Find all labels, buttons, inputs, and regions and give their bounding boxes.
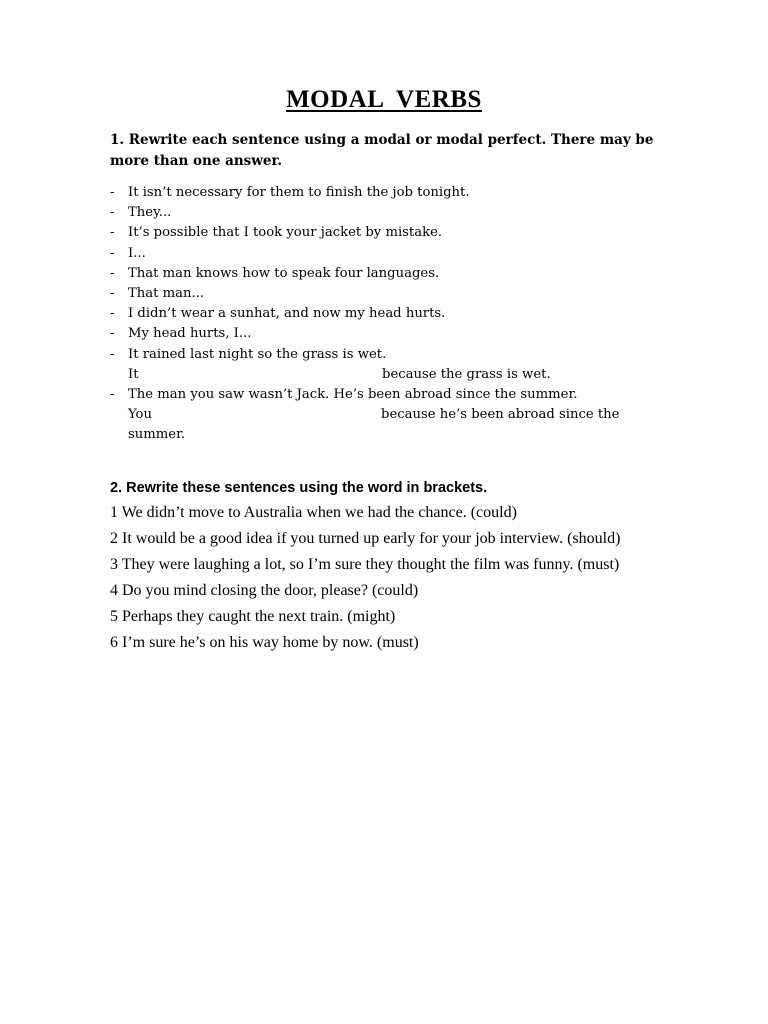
gap-line <box>110 405 670 445</box>
page-title-text: MODAL VERBS <box>286 86 482 113</box>
section1-list <box>110 183 670 446</box>
list-item: 6 I’m sure he’s on his way home by now. (must) <box>110 634 419 651</box>
list-item: - That man knows how to speak four languages. <box>110 264 670 284</box>
list-item: - It’s possible that I took your jacket by mistake. <box>110 223 670 243</box>
list-item: - They... <box>110 203 670 223</box>
section2-heading: 2. Rewrite these sentences using the word in brackets. <box>110 480 488 496</box>
list-item: 2 It would be a good idea if you turned up early for your job interview. (should) <box>110 530 621 547</box>
gap-line-start: You <box>128 407 152 423</box>
gap-line <box>110 365 670 385</box>
list-item: 5 Perhaps they caught the next train. (might) <box>110 608 396 625</box>
gap-line-start: It <box>128 366 139 382</box>
list-item: - It isn’t necessary for them to finish the job tonight. <box>110 183 670 203</box>
section1-heading: 1. Rewrite each sentence using a modal or modal perfect. There may be more than one answer. <box>110 132 654 169</box>
list-item: 1 We didn’t move to Australia when we had the chance. (could) <box>110 504 517 521</box>
list-item: - I... <box>110 244 670 264</box>
list-item: - That man... <box>110 284 670 304</box>
gap-line-continuation: summer. <box>128 427 186 443</box>
list-item: 4 Do you mind closing the door, please? (could) <box>110 582 419 599</box>
page-title <box>0 86 768 114</box>
list-item: - It rained last night so the grass is wet. <box>110 345 670 365</box>
list-item: - My head hurts, I... <box>110 324 670 344</box>
section2-list <box>110 503 640 659</box>
list-item: - The man you saw wasn’t Jack. He’s been abroad since the summer. <box>110 385 670 405</box>
list-item: 3 They were laughing a lot, so I’m sure they thought the film was funny. (must) <box>110 556 620 573</box>
list-item: - I didn’t wear a sunhat, and now my head hurts. <box>110 304 670 324</box>
gap-line-end: because the grass is wet. <box>382 366 551 382</box>
gap-line-end: because he’s been abroad since the <box>381 407 620 423</box>
